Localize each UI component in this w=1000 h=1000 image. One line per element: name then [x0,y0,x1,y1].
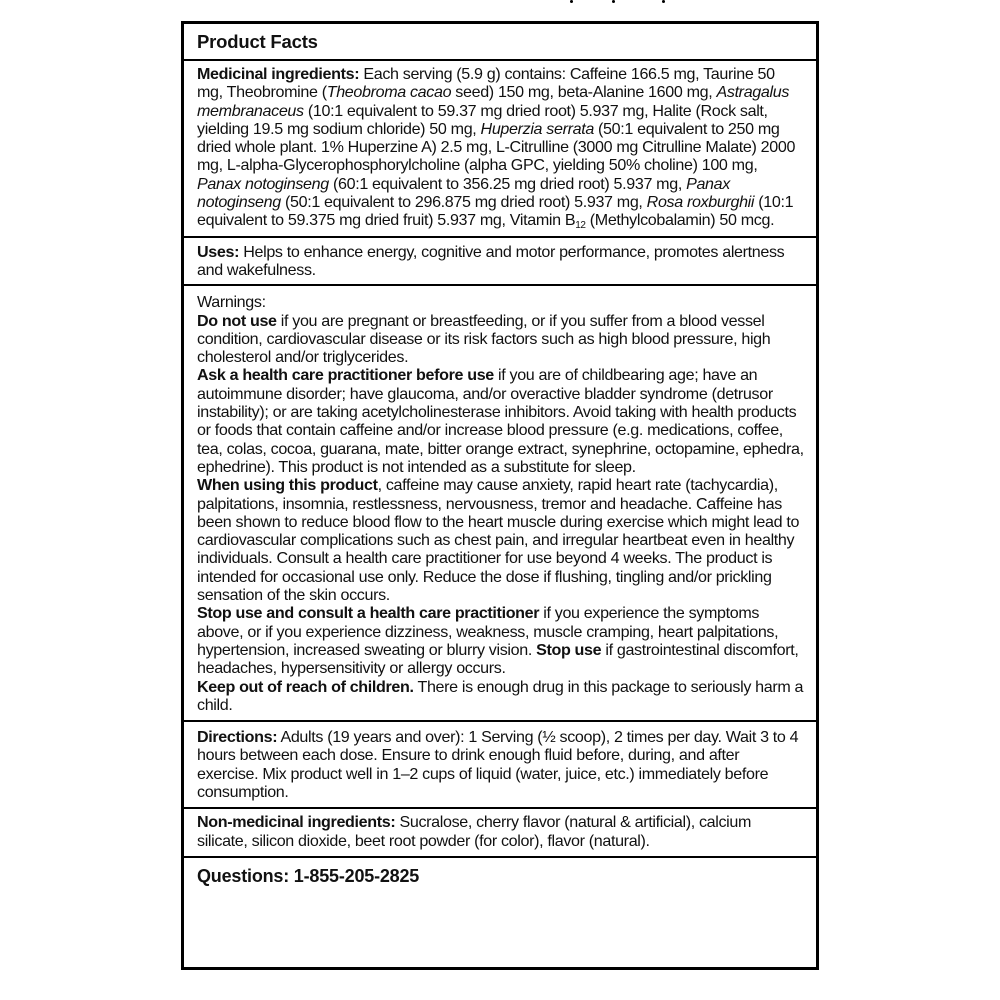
uses-label: Uses: [197,242,240,261]
non-medicinal-label: Non-medicinal ingredients: [197,813,396,832]
directions-text: Adults (19 years and over): 1 Serving (½ scoop), 2 times per day. Wait 3 to 4 hours between each dose. Ensure to drink enough fluid before, during, and after exercise. Mix product well in 1–2 cups of liquid (water, juice, etc.) immediately before consumption. [197,728,799,801]
top-edge-dots [560,0,680,3]
panel-title: Product Facts [184,24,816,61]
uses-section [184,238,816,287]
product-facts-panel [181,21,819,970]
questions-phone: Questions: 1-855-205-2825 [197,865,420,886]
directions-section [184,722,816,809]
warnings-section: Warnings: Do not use if you are pregnant or breastfeeding, or if you suffer from a blood vessel condition, cardiovascular disease or its risk factors such as high blood pressure, high cholesterol and/or triglycerides. Ask a health care practitioner before use if you are of childbearing age; have an autoimmune disorder; have glaucoma, and/or overactive bladder syndrome (detrusor instability); or are taking acetylcholinesterase inhibitors. Avoid taking with health products or foods that contain caffeine and/or increase blood pressure (e.g. medications, coffee, tea, colas, cocoa, guarana, mate, bitter orange extract, synephrine, octopamine, ephedra, ephedrine). This product is not intended as a substitute for sleep. When using this product, caffeine may cause anxiety, rapid heart rate (tachycardia), palpitations, insomnia, restlessness, nervousness, tremor and headache. Caffeine has been shown to reduce blood flow to the heart muscle during exercise which might lead to cardiovascular complications such as chest pain, and irregular heartbeat even in healthy individuals. Consult a health care practitioner for use beyond 4 weeks. The product is intended for occasional use only. Reduce the dose if flushing, tingling and/or prickling sensation of the skin occurs. Stop use and consult a health care practitioner if you experience the symptoms above, or if you experience dizziness, weakness, muscle cramping, heart palpitations, hypertension, increased sweating or blurry vision. Stop use if gastrointestinal discomfort, headaches, hypersensitivity or allergy occurs. Keep out of reach of children. There is enough drug in this package to seriously harm a child. [184,286,816,722]
medicinal-ingredients-section: Medicinal ingredients: Each serving (5.9 g) contains: Caffeine 166.5 mg, Taurine 50 mg, Theobromine (Theobroma cacao seed) 150 mg, beta-Alanine 1600 mg, Astragalus membranaceus (10:1 equivalent to 59.37 mg dried root) 5.937 mg, Halite (Rock salt, yielding 19.5 mg sodium chloride) 50 mg, Huperzia serrata (50:1 equivalent to 250 mg dried whole plant. 1% Huperzine A) 2.5 mg, L-Citrulline (3000 mg Citrulline Malate) 2000 mg, L-alpha-Glycerophosphorylcholine (alpha GPC, yielding 50% choline) 100 mg, Panax notoginseng (60:1 equivalent to 356.25 mg dried root) 5.937 mg, Panax notoginseng (50:1 equivalent to 296.875 mg dried root) 5.937 mg, Rosa roxburghii (10:1 equivalent to 59.375 mg dried fruit) 5.937 mg, Vitamin $B_{12}$ (Methylcobalamin) 50 mcg. [184,61,816,238]
warnings-heading: Warnings: [197,293,266,312]
non-medicinal-text: Sucralose, cherry flavor (natural & artificial), calcium silicate, silicon dioxide, beet root powder (for color), flavor (natural). [197,813,752,850]
uses-text: Helps to enhance energy, cognitive and motor performance, promotes alertness and wakefulness. [197,242,785,279]
medicinal-ingredients-label: Medicinal ingredients: [197,65,360,83]
directions-label: Directions: [197,728,278,747]
non-medicinal-section [184,809,816,858]
